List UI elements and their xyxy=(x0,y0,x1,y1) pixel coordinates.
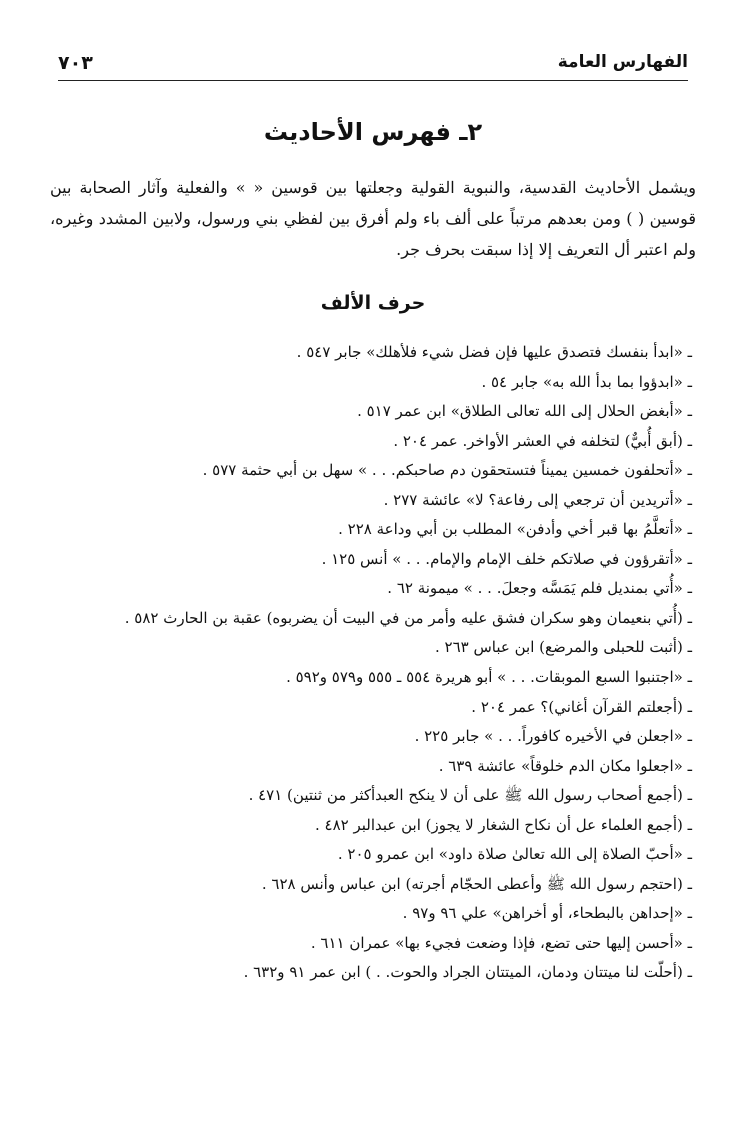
hadith-entry: ـ «ابدأ بنفسك فتصدق عليها فإن فضل شيء فلأهلك» جابر ٥٤٧ . xyxy=(296,343,692,361)
hadith-entry: ـ «أتعلَّمُ بها قبر أخي وأدفن» المطلب بن أبي وداعة ٢٢٨ . xyxy=(338,520,692,539)
running-header xyxy=(58,48,688,81)
page-number: ٧٠٣ xyxy=(58,52,93,74)
section-title: ٢ـ فهرس الأحاديث xyxy=(263,118,483,146)
hadith-entry: ـ «أتقرؤون في صلاتكم خلف الإمام والإمام. . . » أنس ١٢٥ . xyxy=(321,549,692,568)
hadith-entry: ـ (أثبت للحبلى والمرضع) ابن عباس ٢٦٣ . xyxy=(434,638,692,657)
hadith-entry: ـ «أحسن إليها حتى تضع، فإذا وضعت فجيء بها» عمران ٦١١ . xyxy=(310,933,692,952)
hadith-entry: ـ «اجعلن في الأخيره كافوراً. . . » جابر ٢٢٥ . xyxy=(414,727,692,746)
hadith-entry: ـ «اجتنبوا السبع الموبقات. . . » أبو هريرة ٥٥٤ ـ ٥٥٥ و٥٧٩ و٥٩٢ . xyxy=(286,668,692,687)
hadith-entry: ـ «اجعلوا مكان الدم خلوقاً» عائشة ٦٣٩ . xyxy=(438,756,692,775)
running-title: الفهارس العامة xyxy=(557,52,688,72)
hadith-entry: ـ (أُتي بنعيمان وهو سكران فشق عليه وأمر من في البيت أن يضربوه) عقبة بن الحارث ٥٨٢ . xyxy=(124,608,692,627)
hadith-entry: ـ (أجمع العلماء عل أن نكاح الشغار لا يجوز) ابن عبدالبر ٤٨٢ . xyxy=(314,815,692,834)
hadith-entry: ـ «أُتي بمنديل فلم يَمَسَّه وجعلَ. . . » ميمونة ٦٢ . xyxy=(387,579,692,598)
hadith-entry: ـ «أتريدين أن ترجعي إلى رفاعة؟ لا» عائشة ٢٧٧ . xyxy=(383,490,692,509)
hadith-entry: ـ «إحداهن بالبطحاء، أو أخراهن» علي ٩٦ و٩٧ . xyxy=(402,904,692,923)
hadith-entry: ـ (أجعلتم القرآن أغاني)؟ عمر ٢٠٤ . xyxy=(471,697,692,716)
hadith-entry: ـ (أحلّت لنا ميتتان ودمان، الميتتان الجراد والحوت. . ) ابن عمر ٩١ و٦٣٢ . xyxy=(243,963,692,982)
subsection-title: حرف الألف xyxy=(320,292,426,314)
intro-text: ويشمل الأحاديث القدسية، والنبوية القولية وجعلتها بين قوسين « » والفعلية وآثار الصحابة بين قوسين ( ) ومن بعدهم مرتباً على ألف باء ولم أفرق بين لفظي بني ورسول، ولابين المشدد وغيره، ولم اعتبر أل التعريف إلا إذا سبقت بحرف جر. xyxy=(50,178,696,259)
hadith-entry: ـ (أجمع أصحاب رسول الله ﷺ على أن لا ينكح العبدأكثر من ثنتين) ٤٧١ . xyxy=(248,786,692,805)
hadith-entry: ـ (احتجم رسول الله ﷺ وأعطى الحجّام أجرته) ابن عباس وأنس ٦٢٨ . xyxy=(261,874,692,893)
hadith-entry: ـ «ابدؤوا بما بدأ الله به» جابر ٥٤ . xyxy=(481,372,692,391)
intro-paragraph xyxy=(50,172,696,265)
hadith-entry: ـ «أتحلفون خمسين يميناً فتستحقون دم صاحبكم. . . » سهل بن أبي حثمة ٥٧٧ . xyxy=(202,461,692,480)
hadith-index-list xyxy=(50,338,692,988)
hadith-entry: ـ (أبق أُبيٌّ) لتخلفه في العشر الأواخر. عمر ٢٠٤ . xyxy=(393,431,692,450)
hadith-entry: ـ «أحبّ الصلاة إلى الله تعالىٰ صلاة داود» ابن عمرو ٢٠٥ . xyxy=(337,845,692,864)
hadith-entry: ـ «أبغض الحلال إلى الله تعالى الطلاق» ابن عمر ٥١٧ . xyxy=(357,402,692,421)
